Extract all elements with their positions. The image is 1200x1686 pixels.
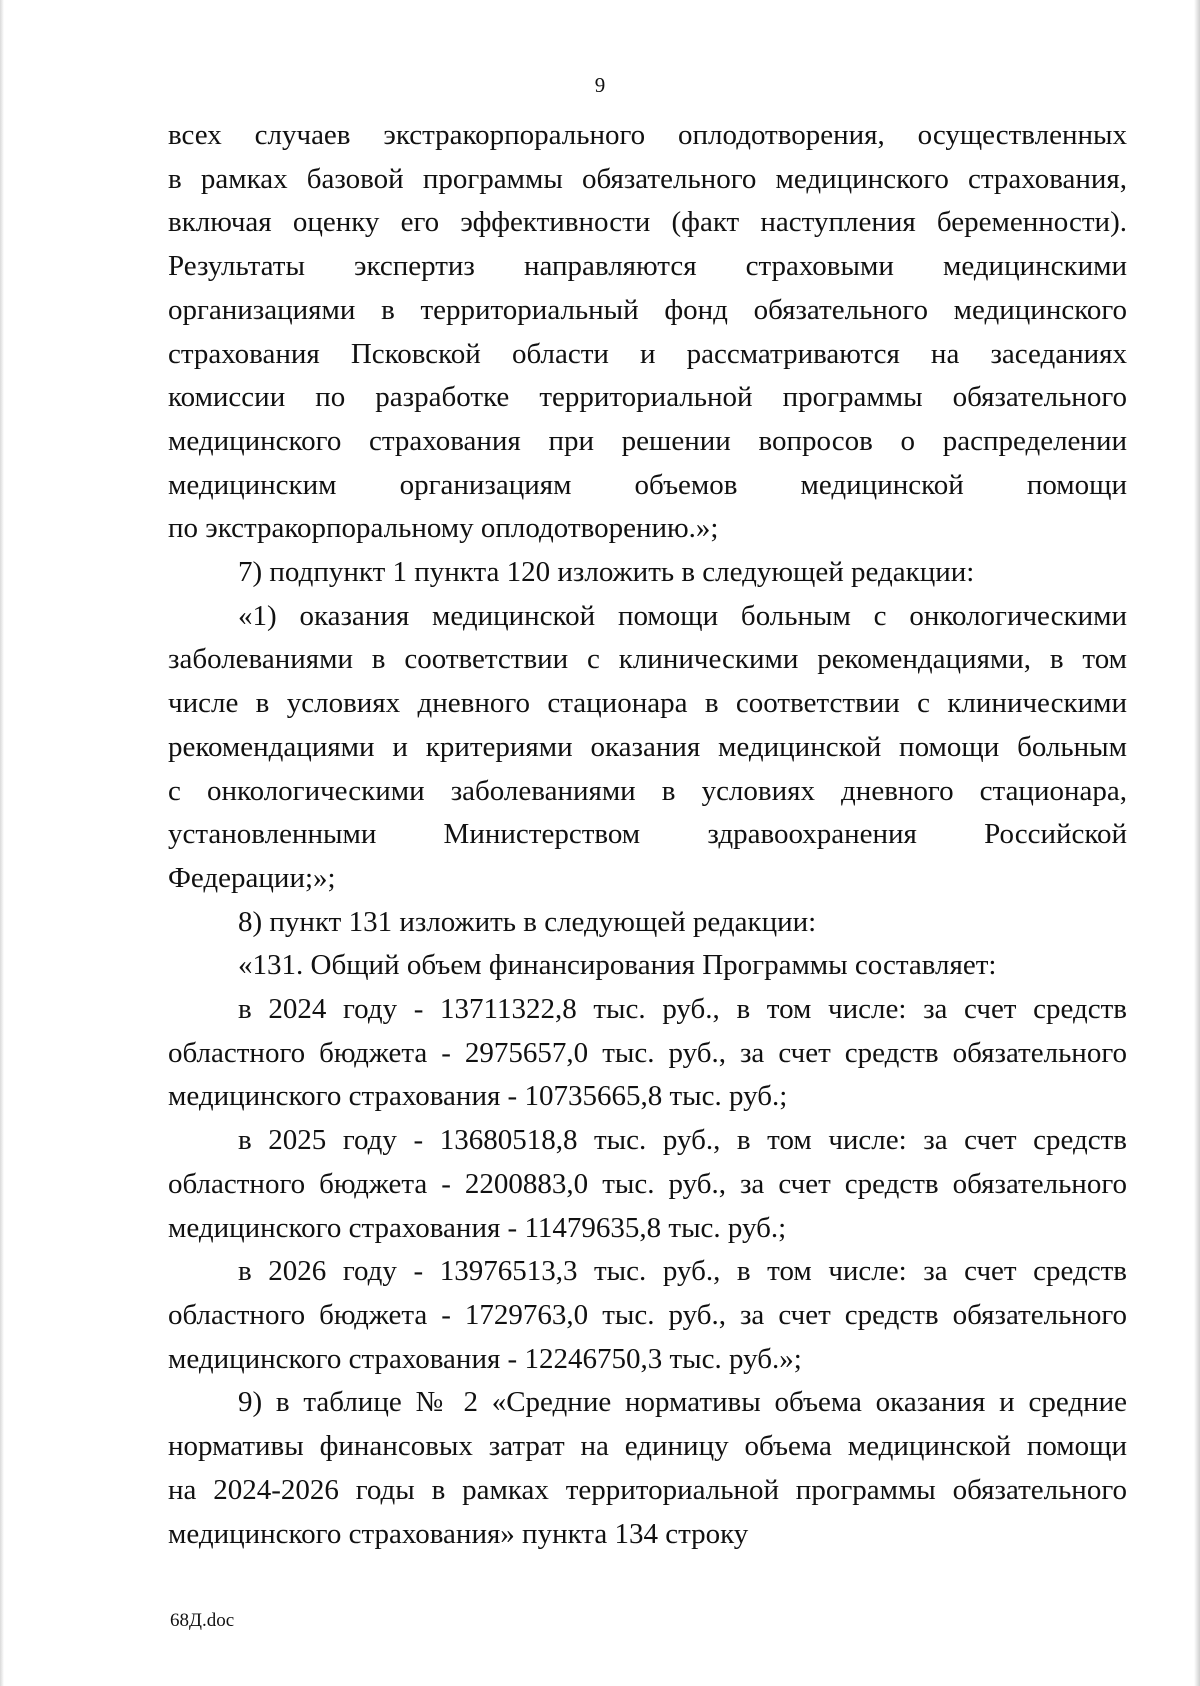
- paragraph-oncology-care: [168, 595, 1127, 901]
- text-line: медицинского страхования - 11479635,8 тыс. руб.;: [168, 1211, 787, 1244]
- text-line: в 2024 году - 13711322,8 тыс. руб., в том числе: за счет средств: [238, 993, 1127, 1026]
- text-line: рекомендациями и критериями оказания медицинской помощи больным: [168, 730, 1127, 763]
- paragraph-item-8: [168, 901, 1127, 945]
- text-line: медицинского страхования при решении вопросов о распределении: [168, 424, 1127, 457]
- text-line: в рамках базовой программы обязательного медицинского страхования,: [168, 162, 1127, 195]
- text-line: медицинского страхования» пункта 134 строку: [168, 1517, 749, 1550]
- text-line: в 2025 году - 13680518,8 тыс. руб., в том числе: за счет средств: [238, 1124, 1127, 1157]
- text-line: областного бюджета - 2975657,0 тыс. руб., за счет средств обязательного: [168, 1036, 1127, 1069]
- paragraph-funding-2024: [168, 988, 1127, 1119]
- text-line: на 2024-2026 годы в рамках территориальной программы обязательного: [168, 1473, 1127, 1506]
- text-line: Федерации;»;: [168, 861, 336, 894]
- text-line: нормативы финансовых затрат на единицу объема медицинской помощи: [168, 1430, 1127, 1463]
- document-body: [168, 114, 1127, 1556]
- text-line: с онкологическими заболеваниями в условиях дневного стационара,: [168, 774, 1127, 807]
- text-line: областного бюджета - 2200883,0 тыс. руб., за счет средств обязательного: [168, 1167, 1127, 1200]
- text-line: 7) подпункт 1 пункта 120 изложить в следующей редакции:: [238, 556, 975, 589]
- scan-edge-right: [1194, 0, 1200, 1686]
- text-line: включая оценку его эффективности (факт наступления беременности).: [168, 206, 1127, 239]
- text-line: комиссии по разработке территориальной программы обязательного: [168, 381, 1127, 414]
- paragraph-item-131-intro: [168, 944, 1127, 988]
- paragraph-funding-2026: [168, 1250, 1127, 1381]
- paragraph-item-9: [168, 1381, 1127, 1556]
- text-line: «1) оказания медицинской помощи больным с онкологическими: [238, 599, 1127, 632]
- text-line: медицинского страхования - 12246750,3 тыс. руб.»;: [168, 1342, 802, 1375]
- text-line: заболеваниями в соответствии с клиническими рекомендациями, в том: [168, 643, 1127, 676]
- paragraph-ivf-expertise: [168, 114, 1127, 551]
- text-line: страхования Псковской области и рассматриваются на заседаниях: [168, 337, 1127, 370]
- text-line: организациями в территориальный фонд обязательного медицинского: [168, 293, 1127, 326]
- text-line: установленными Министерством здравоохранения Российской: [168, 818, 1127, 851]
- paragraph-funding-2025: [168, 1119, 1127, 1250]
- text-line: числе в условиях дневного стационара в соответствии с клиническими: [168, 687, 1127, 720]
- text-line: 9) в таблице № 2 «Средние нормативы объема оказания и средние: [238, 1386, 1127, 1419]
- document-filename-footer: 68Д.doc: [170, 1610, 235, 1631]
- text-line: по экстракорпоральному оплодотворению.»;: [168, 512, 719, 545]
- text-line: 8) пункт 131 изложить в следующей редакции:: [238, 905, 817, 938]
- text-line: Результаты экспертиз направляются страховыми медицинскими: [168, 250, 1127, 283]
- text-line: «131. Общий объем финансирования Программы составляет:: [238, 949, 997, 982]
- text-line: медицинского страхования - 10735665,8 тыс. руб.;: [168, 1080, 788, 1113]
- page-number: 9: [594, 73, 606, 97]
- text-line: областного бюджета - 1729763,0 тыс. руб., за счет средств обязательного: [168, 1298, 1127, 1331]
- paragraph-item-7: [168, 551, 1127, 595]
- text-line: медицинским организациям объемов медицинской помощи: [168, 468, 1127, 501]
- scan-edge-left: [0, 0, 4, 1686]
- text-line: всех случаев экстракорпорального оплодотворения, осуществленных: [168, 119, 1127, 151]
- text-line: в 2026 году - 13976513,3 тыс. руб., в том числе: за счет средств: [238, 1255, 1127, 1288]
